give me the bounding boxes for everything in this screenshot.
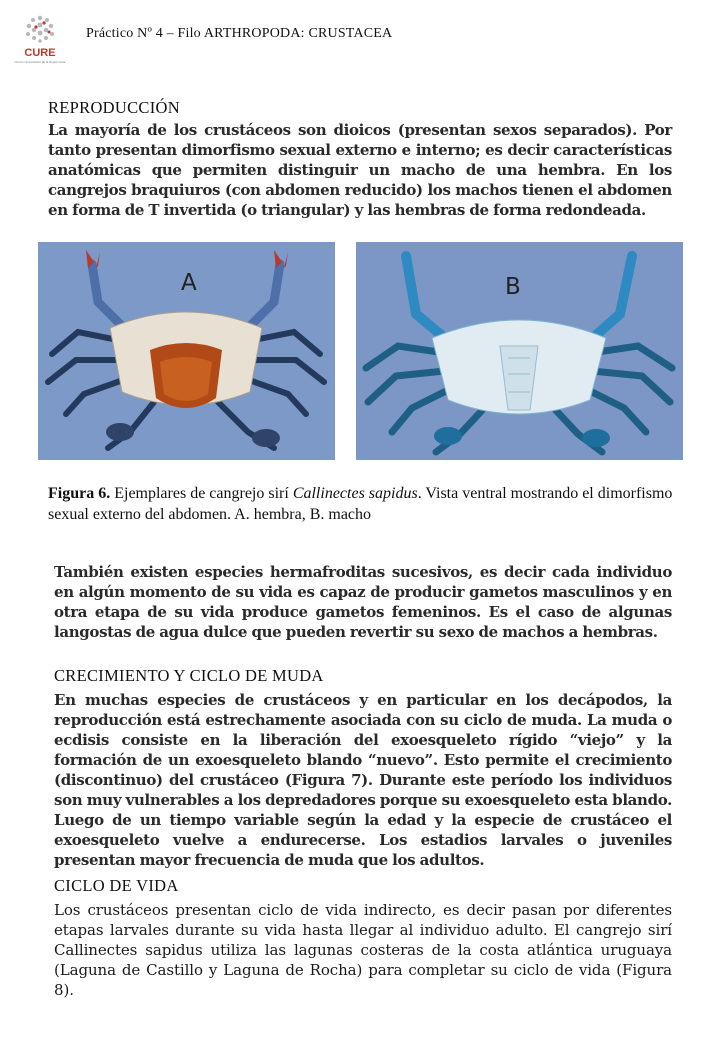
figure-panel-b <box>356 242 683 460</box>
figure-label-b: B <box>505 274 521 300</box>
paragraph-reproduccion: La mayoría de los crustáceos son dioicos (presentan sexos separados). Por tanto presentan dimorfismo sexual externo e interno; es decir características anatómicas que permiten distinguir un macho de una hembra. En los cangrejos braquiuros (con abdomen reducido) los machos tienen el abdomen en forma de T invertida (o triangular) y las hembras de forma redondeada. <box>48 121 672 219</box>
figure-caption-species: Callinectes sapidus <box>292 485 418 502</box>
cure-logo <box>14 14 66 74</box>
figure-caption-pre: Ejemplares de cangrejo sirí <box>110 485 293 502</box>
cure-logo-mark <box>14 14 66 74</box>
figure-caption <box>48 483 688 525</box>
logo-text: CURE <box>24 47 56 59</box>
paragraph-ciclo-vida: Los crustáceos presentan ciclo de vida indirecto, es decir pasan por diferentes etapas larvales durante su vida hasta llegar al individuo adulto. El cangrejo sirí Callinectes sapidus utiliza las lagunas costeras de la costa atlántica uruguaya (Laguna de Castillo y Laguna de Rocha) para completar su ciclo de vida (Figura 8). <box>54 901 672 999</box>
logo-subtitle: Centro Universitario de la Región Este <box>14 60 66 64</box>
paragraph-hermafroditas: También existen especies hermafroditas sucesivos, es decir cada individuo en algún momento de su vida es capaz de producir gametos masculinos y en otra etapa de su vida produce gametos femeninos. Es el caso de algunas langostas de agua dulce que pueden revertir su sexo de machos a hembras. <box>54 563 672 641</box>
figure-label-a: A <box>181 270 197 296</box>
section-title-reproduccion: REPRODUCCIÓN <box>48 98 180 117</box>
figure-panel-a <box>38 242 335 460</box>
paragraph-crecimiento: En muchas especies de crustáceos y en particular en los decápodos, la reproducción está estrechamente asociada con su ciclo de muda. La muda o ecdisis consiste en la liberación del exoesqueleto rígido “viejo” y la formación de un exoesqueleto blando “nuevo”. Esto permite el crecimiento (discontinuo) del crustáceo (Figura 7). Durante este período los individuos son muy vulnerables a los depredadores porque su exoesqueleto esta blando. Luego de un tiempo variable según la edad y la especie de crustáceo el exoesqueleto vuelve a endurecerse. Los estadios larvales o juveniles presentan mayor frecuencia de muda que los adultos. <box>54 691 672 869</box>
page-header-title: Práctico Nº 4 – Filo ARTHROPODA: CRUSTACEA <box>86 26 393 41</box>
section-title-crecimiento: CRECIMIENTO Y CICLO DE MUDA <box>54 666 324 685</box>
figure-caption-number: Figura 6. <box>48 485 111 502</box>
figure-caption-post: . Vista ventral mostrando el dimorfismo sexual externo del abdomen. A. hembra, B. macho <box>48 485 673 523</box>
section-title-ciclo-vida: CICLO DE VIDA <box>54 876 179 895</box>
